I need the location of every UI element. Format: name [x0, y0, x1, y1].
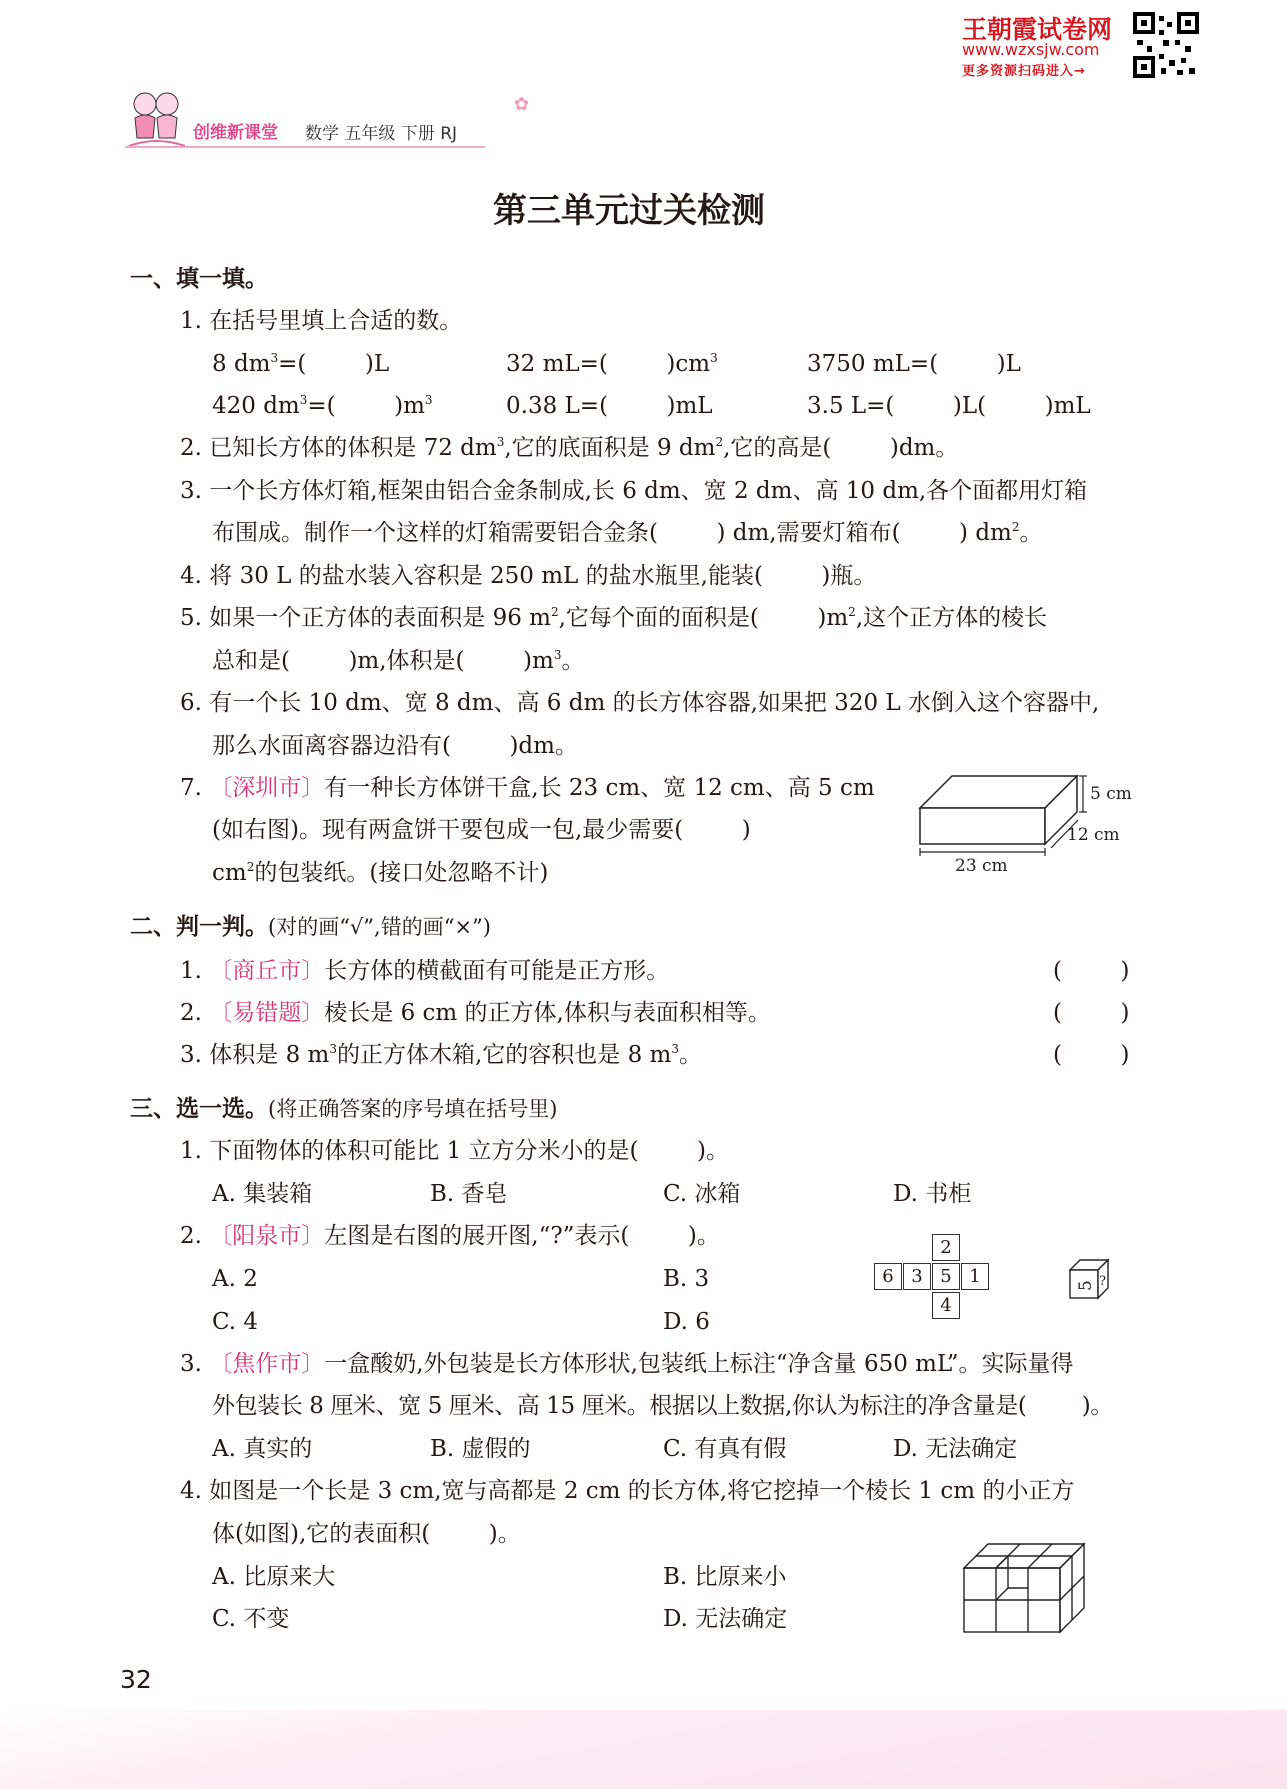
page-number: 32 [120, 1665, 152, 1694]
folded-cube-figure [1068, 1258, 1114, 1304]
cube-face-side: ? [1099, 1274, 1106, 1289]
judge-item-3: 3. 体积是 8 $m^3$的正方体木箱,它的容积也是 8 $m^3$。 [180, 1042, 703, 1068]
choice-q3-option-c[interactable]: C. 有真有假 [663, 1436, 787, 1462]
choice-q2: 2. 〔阳泉市〕左图是右图的展开图,“?”表示( )。 [180, 1223, 720, 1249]
biscuit-box-figure [905, 768, 1145, 878]
header-flower-icon: ✿ [514, 94, 530, 115]
brand-url: www.wzxsjw.com [962, 40, 1100, 59]
choice-q3-option-b[interactable]: B. 虚假的 [430, 1436, 531, 1462]
net-cell: 6 [874, 1263, 902, 1290]
choice-q1-option-b[interactable]: B. 香皂 [430, 1181, 508, 1207]
qr-code-icon [1133, 12, 1199, 78]
choice-q4-option-b[interactable]: B. 比原来小 [663, 1564, 787, 1590]
choice-q1-option-a[interactable]: A. 集装箱 [212, 1181, 313, 1207]
q5-line1: 5. 如果一个正方体的表面积是 96 $m^2$,它每个面的面积是( )$m^2$,这个正方体的棱长 [180, 605, 1048, 631]
footer-band [0, 1710, 1287, 1789]
box-width-label: 12 cm [1067, 825, 1120, 845]
q3-region-tag: 〔焦作市〕 [209, 1351, 325, 1377]
q5-line2: 总和是( )m,体积是( )$m^3$。 [212, 648, 585, 674]
q7-line3: $cm^2$的包装纸。(接口处忽略不计) [212, 860, 549, 886]
header-mascot [125, 88, 187, 150]
choice-q1-option-c[interactable]: C. 冰箱 [663, 1181, 741, 1207]
section3-note: (将正确答案的序号填在括号里) [268, 1097, 558, 1121]
section3-heading: 三、选一选。(将正确答案的序号填在括号里) [130, 1096, 558, 1122]
choice-q2-option-a[interactable]: A. 2 [212, 1266, 258, 1292]
q1-stem: 1. 在括号里填上合适的数。 [180, 308, 463, 334]
cuboid-cut-figure [960, 1540, 1090, 1634]
choice-q2-option-c[interactable]: C. 4 [212, 1309, 259, 1335]
q1-item-f: 3.5 L=( )L( )mL [807, 393, 1091, 419]
section1-heading: 一、填一填。 [130, 266, 268, 292]
brand-name: 王朝霞试卷网 [962, 15, 1113, 44]
choice-q1: 1. 下面物体的体积可能比 1 立方分米小的是( )。 [180, 1138, 729, 1164]
box-height-label: 5 cm [1090, 784, 1132, 804]
q1-item-c: 3750 mL=( )L [807, 351, 1021, 377]
judge-blank-1[interactable]: ( ) [1053, 958, 1130, 984]
choice-q2-option-b[interactable]: B. 3 [663, 1266, 710, 1292]
page-title: 第三单元过关检测 [493, 191, 765, 231]
choice-q4-option-c[interactable]: C. 不变 [212, 1606, 290, 1632]
section2-heading: 二、判一判。(对的画“√”,错的画“×”) [130, 914, 491, 940]
choice-q3-option-a[interactable]: A. 真实的 [212, 1436, 313, 1462]
choice-q2-option-d[interactable]: D. 6 [663, 1309, 710, 1335]
brand-slogan: 更多资源扫码进入→ [962, 64, 1086, 79]
mascot-illustration [125, 88, 187, 150]
q1-item-d: 420 $dm^3=$( )$m^3$ [212, 393, 433, 419]
net-cell: 3 [903, 1263, 931, 1290]
choice-q4-line1: 4. 如图是一个长是 3 cm,宽与高都是 2 cm 的长方体,将它挖掉一个棱长 1 cm 的小正方 [180, 1478, 1075, 1504]
header-underline [125, 146, 485, 148]
net-cell: 1 [961, 1263, 989, 1290]
cube-face-front: 5 [1076, 1280, 1096, 1291]
q1-item-e: 0.38 L=( )mL [506, 393, 713, 419]
judge1-region-tag: 〔商丘市〕 [209, 958, 325, 984]
q1-item-b: 32 mL=( )$cm^3$ [506, 351, 718, 377]
q6-line1: 6. 有一个长 10 dm、宽 8 dm、高 6 dm 的长方体容器,如果把 320 L 水倒入这个容器中, [180, 690, 1100, 716]
q7-region-tag: 〔深圳市〕 [209, 775, 325, 801]
q7-line1: 7. 〔深圳市〕有一种长方体饼干盒,长 23 cm、宽 12 cm、高 5 cm [180, 775, 875, 801]
q1-item-a: 8 $dm^3=$( )L [212, 351, 390, 377]
q4: 4. 将 30 L 的盐水装入容积是 250 mL 的盐水瓶里,能装( )瓶。 [180, 563, 877, 589]
net-cell: 5 [932, 1263, 960, 1290]
q6-line2: 那么水面离容器边沿有( )dm。 [212, 733, 578, 759]
net-cell: 2 [932, 1234, 960, 1261]
judge-item-2: 2. 〔易错题〕棱长是 6 cm 的正方体,体积与表面积相等。 [180, 1000, 771, 1026]
box-length-label: 23 cm [955, 856, 1008, 876]
choice-q4-option-a[interactable]: A. 比原来大 [212, 1564, 336, 1590]
header-series: 创维新课堂 [193, 123, 278, 143]
section2-note: (对的画“√”,错的画“×”) [268, 915, 491, 939]
judge-blank-2[interactable]: ( ) [1053, 1000, 1130, 1026]
q7-line2: (如右图)。现有两盒饼干要包成一包,最少需要( ) [212, 817, 751, 843]
choice-q4-option-d[interactable]: D. 无法确定 [663, 1606, 788, 1632]
header-subject-info: 数学 五年级 下册 RJ [305, 124, 458, 144]
choice-q1-option-d[interactable]: D. 书柜 [893, 1181, 972, 1207]
judge2-tag: 〔易错题〕 [209, 1000, 325, 1026]
choice-q3-option-d[interactable]: D. 无法确定 [893, 1436, 1018, 1462]
choice-q3-line1: 3. 〔焦作市〕一盒酸奶,外包装是长方体形状,包装纸上标注“净含量 650 mL”。实际量得 [180, 1351, 1074, 1377]
q2-region-tag: 〔阳泉市〕 [209, 1223, 325, 1249]
judge-blank-3[interactable]: ( ) [1053, 1042, 1130, 1068]
choice-q4-line2: 体(如图),它的表面积( )。 [212, 1521, 521, 1547]
q3-line1: 3. 一个长方体灯箱,框架由铝合金条制成,长 6 dm、宽 2 dm、高 10 dm,各个面都用灯箱 [180, 478, 1088, 504]
net-cell: 4 [932, 1292, 960, 1319]
q2: 2. 已知长方体的体积是 72 $dm^3$,它的底面积是 9 $dm^2$,它的高是( )dm。 [180, 435, 959, 461]
cube-net-figure [873, 1234, 993, 1324]
q3-line2: 布围成。制作一个这样的灯箱需要铝合金条( ) dm,需要灯箱布( ) $dm^2$。 [212, 520, 1043, 546]
choice-q3-line2: 外包装长 8 厘米、宽 5 厘米、高 15 厘米。根据以上数据,你认为标注的净含量是( )。 [212, 1393, 1113, 1419]
judge-item-1: 1. 〔商丘市〕长方体的横截面有可能是正方形。 [180, 958, 670, 984]
